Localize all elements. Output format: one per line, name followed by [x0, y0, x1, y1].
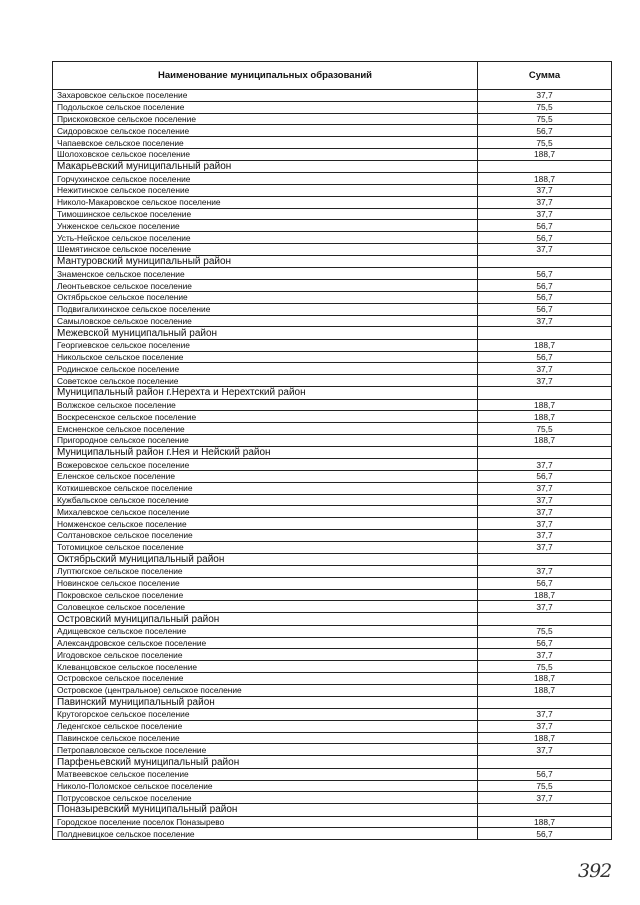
table-row	[53, 280, 612, 292]
settlement-name: Емсненское сельское поселение	[53, 423, 478, 435]
sum-value: 37,7	[478, 315, 612, 327]
sum-value: 188,7	[478, 732, 612, 744]
district-name: Поназыревский муниципальный район	[53, 804, 478, 817]
settlement-name: Советское сельское поселение	[53, 375, 478, 387]
settlement-name: Подвигалихинское сельское поселение	[53, 303, 478, 315]
sum-value: 75,5	[478, 780, 612, 792]
sum-value	[478, 553, 612, 566]
settlement-name: Сидоровское сельское поселение	[53, 125, 478, 137]
settlement-name: Матвеевское сельское поселение	[53, 768, 478, 780]
settlement-name: Солтановское сельское поселение	[53, 530, 478, 542]
district-name: Мантуровский муниципальный район	[53, 255, 478, 268]
district-name: Парфеньевский муниципальный район	[53, 756, 478, 769]
table-row	[53, 173, 612, 185]
settlement-name: Петропавловское сельское поселение	[53, 744, 478, 756]
table-row	[53, 494, 612, 506]
table-row	[53, 506, 612, 518]
sum-value	[478, 160, 612, 173]
table-row	[53, 518, 612, 530]
district-name: Муниципальный район г.Нея и Нейский район	[53, 446, 478, 459]
sum-value: 56,7	[478, 291, 612, 303]
allocation-table	[52, 61, 612, 840]
settlement-name: Знаменское сельское поселение	[53, 268, 478, 280]
sum-value: 37,7	[478, 530, 612, 542]
settlement-name: Новинское сельское поселение	[53, 577, 478, 589]
sum-value: 75,5	[478, 423, 612, 435]
table-row	[53, 566, 612, 578]
sum-value: 188,7	[478, 672, 612, 684]
sum-value: 188,7	[478, 173, 612, 185]
table-row	[53, 411, 612, 423]
sum-value	[478, 804, 612, 817]
settlement-name: Еленское сельское поселение	[53, 471, 478, 483]
settlement-name: Покровское сельское поселение	[53, 589, 478, 601]
header-sum: Сумма	[478, 62, 612, 90]
district-row	[53, 553, 612, 566]
sum-value: 37,7	[478, 506, 612, 518]
sum-value: 56,7	[478, 232, 612, 244]
settlement-name: Соловецкое сельское поселение	[53, 601, 478, 613]
sum-value: 56,7	[478, 280, 612, 292]
sum-value: 188,7	[478, 684, 612, 696]
sum-value: 37,7	[478, 744, 612, 756]
district-row	[53, 160, 612, 173]
sum-value: 37,7	[478, 792, 612, 804]
settlement-name: Городское поселение поселок Поназырево	[53, 816, 478, 828]
settlement-name: Волжское сельское поселение	[53, 399, 478, 411]
table-row	[53, 196, 612, 208]
table-row	[53, 363, 612, 375]
settlement-name: Леденгское сельское поселение	[53, 720, 478, 732]
district-row	[53, 387, 612, 400]
settlement-name: Игодовское сельское поселение	[53, 649, 478, 661]
header-municipality-name: Наименование муниципальных образований	[53, 62, 478, 90]
sum-value: 56,7	[478, 471, 612, 483]
district-name: Павинский муниципальный район	[53, 696, 478, 709]
sum-value: 37,7	[478, 649, 612, 661]
table-row	[53, 303, 612, 315]
table-row	[53, 828, 612, 840]
district-name: Макарьевский муниципальный район	[53, 160, 478, 173]
table-row	[53, 185, 612, 197]
settlement-name: Потрусовское сельское поселение	[53, 792, 478, 804]
sum-value	[478, 613, 612, 626]
sum-value: 188,7	[478, 399, 612, 411]
table-row	[53, 577, 612, 589]
table-row	[53, 101, 612, 113]
district-name: Октябрьский муниципальный район	[53, 553, 478, 566]
sum-value: 37,7	[478, 566, 612, 578]
table-row	[53, 530, 612, 542]
settlement-name: Чапаевское сельское поселение	[53, 137, 478, 149]
table-row	[53, 482, 612, 494]
table-row	[53, 780, 612, 792]
table-row	[53, 637, 612, 649]
sum-value	[478, 446, 612, 459]
district-name: Муниципальный район г.Нерехта и Нерехтский район	[53, 387, 478, 400]
sum-value: 188,7	[478, 589, 612, 601]
settlement-name: Никольское сельское поселение	[53, 351, 478, 363]
table-row	[53, 744, 612, 756]
sum-value: 75,5	[478, 661, 612, 673]
settlement-name: Пригородное сельское поселение	[53, 434, 478, 446]
table-row	[53, 339, 612, 351]
settlement-name: Луптюгское сельское поселение	[53, 566, 478, 578]
settlement-name: Родинское сельское поселение	[53, 363, 478, 375]
district-name: Островский муниципальный район	[53, 613, 478, 626]
table-row	[53, 684, 612, 696]
table-row	[53, 220, 612, 232]
settlement-name: Захаровское сельское поселение	[53, 90, 478, 102]
table-row	[53, 137, 612, 149]
settlement-name: Георгиевское сельское поселение	[53, 339, 478, 351]
settlement-name: Павинское сельское поселение	[53, 732, 478, 744]
sum-value: 56,7	[478, 577, 612, 589]
table-row	[53, 423, 612, 435]
sum-value: 75,5	[478, 101, 612, 113]
sum-value: 37,7	[478, 196, 612, 208]
settlement-name: Александровское сельское поселение	[53, 637, 478, 649]
table-row	[53, 375, 612, 387]
table-row	[53, 125, 612, 137]
settlement-name: Михалевское сельское поселение	[53, 506, 478, 518]
sum-value: 188,7	[478, 434, 612, 446]
table-row	[53, 208, 612, 220]
table-row	[53, 541, 612, 553]
settlement-name: Шемятинское сельское поселение	[53, 244, 478, 256]
district-row	[53, 446, 612, 459]
sum-value: 56,7	[478, 828, 612, 840]
table-row	[53, 661, 612, 673]
table-row	[53, 816, 612, 828]
settlement-name: Номженское сельское поселение	[53, 518, 478, 530]
table-row	[53, 625, 612, 637]
settlement-name: Островское (центральное) сельское поселение	[53, 684, 478, 696]
table-row	[53, 792, 612, 804]
sum-value: 188,7	[478, 816, 612, 828]
sum-value: 37,7	[478, 208, 612, 220]
settlement-name: Самыловское сельское поселение	[53, 315, 478, 327]
sum-value: 37,7	[478, 459, 612, 471]
table-row	[53, 399, 612, 411]
settlement-name: Кужбальское сельское поселение	[53, 494, 478, 506]
district-row	[53, 696, 612, 709]
sum-value	[478, 255, 612, 268]
settlement-name: Унженское сельское поселение	[53, 220, 478, 232]
table-row	[53, 720, 612, 732]
sum-value: 56,7	[478, 768, 612, 780]
table-row	[53, 268, 612, 280]
table-row	[53, 315, 612, 327]
sum-value: 37,7	[478, 494, 612, 506]
district-row	[53, 756, 612, 769]
settlement-name: Горчухинское сельское поселение	[53, 173, 478, 185]
sum-value: 37,7	[478, 518, 612, 530]
settlement-name: Воскресенское сельское поселение	[53, 411, 478, 423]
settlement-name: Крутогорское сельское поселение	[53, 709, 478, 721]
settlement-name: Адищевское сельское поселение	[53, 625, 478, 637]
sum-value: 37,7	[478, 541, 612, 553]
settlement-name: Подольское сельское поселение	[53, 101, 478, 113]
sum-value: 56,7	[478, 125, 612, 137]
sum-value: 37,7	[478, 709, 612, 721]
settlement-name: Вожеровское сельское поселение	[53, 459, 478, 471]
table-row	[53, 768, 612, 780]
district-name: Межевской муниципальный район	[53, 327, 478, 340]
sum-value: 56,7	[478, 303, 612, 315]
table-row	[53, 434, 612, 446]
table-row	[53, 672, 612, 684]
settlement-name: Николо-Макаровское сельское поселение	[53, 196, 478, 208]
table-row	[53, 649, 612, 661]
settlement-name: Прискоковское сельское поселение	[53, 113, 478, 125]
settlement-name: Шолоховское сельское поселение	[53, 148, 478, 160]
sum-value	[478, 387, 612, 400]
district-row	[53, 804, 612, 817]
sum-value: 37,7	[478, 601, 612, 613]
district-row	[53, 327, 612, 340]
table-row	[53, 148, 612, 160]
table-row	[53, 459, 612, 471]
district-row	[53, 255, 612, 268]
settlement-name: Октябрьское сельское поселение	[53, 291, 478, 303]
table-row	[53, 601, 612, 613]
settlement-name: Усть-Нейское сельское поселение	[53, 232, 478, 244]
sum-value: 188,7	[478, 148, 612, 160]
sum-value	[478, 696, 612, 709]
sum-value: 56,7	[478, 220, 612, 232]
settlement-name: Клеванцовское сельское поселение	[53, 661, 478, 673]
sum-value: 75,5	[478, 625, 612, 637]
table-header-row	[53, 62, 612, 90]
table-row	[53, 471, 612, 483]
document-sheet	[52, 61, 611, 840]
sum-value: 188,7	[478, 339, 612, 351]
sum-value: 37,7	[478, 185, 612, 197]
table-row	[53, 589, 612, 601]
sum-value: 56,7	[478, 268, 612, 280]
table-row	[53, 291, 612, 303]
settlement-name: Коткишевское сельское поселение	[53, 482, 478, 494]
table-row	[53, 732, 612, 744]
sum-value: 37,7	[478, 375, 612, 387]
district-row	[53, 613, 612, 626]
sum-value: 75,5	[478, 113, 612, 125]
sum-value: 37,7	[478, 90, 612, 102]
table-row	[53, 90, 612, 102]
sum-value: 56,7	[478, 637, 612, 649]
settlement-name: Леонтьевское сельское поселение	[53, 280, 478, 292]
table-body	[53, 90, 612, 840]
table-row	[53, 709, 612, 721]
sum-value: 75,5	[478, 137, 612, 149]
settlement-name: Островское сельское поселение	[53, 672, 478, 684]
table-row	[53, 244, 612, 256]
sum-value: 37,7	[478, 482, 612, 494]
settlement-name: Полдневицкое сельское поселение	[53, 828, 478, 840]
settlement-name: Нежитинское сельское поселение	[53, 185, 478, 197]
settlement-name: Тимошинское сельское поселение	[53, 208, 478, 220]
settlement-name: Тотомицкое сельское поселение	[53, 541, 478, 553]
sum-value: 37,7	[478, 244, 612, 256]
table-row	[53, 232, 612, 244]
sum-value	[478, 327, 612, 340]
settlement-name: Николо-Поломское сельское поселение	[53, 780, 478, 792]
sum-value: 56,7	[478, 351, 612, 363]
handwritten-page-number: 392	[578, 860, 612, 882]
sum-value: 37,7	[478, 720, 612, 732]
sum-value	[478, 756, 612, 769]
table-row	[53, 113, 612, 125]
sum-value: 188,7	[478, 411, 612, 423]
sum-value: 37,7	[478, 363, 612, 375]
table-row	[53, 351, 612, 363]
